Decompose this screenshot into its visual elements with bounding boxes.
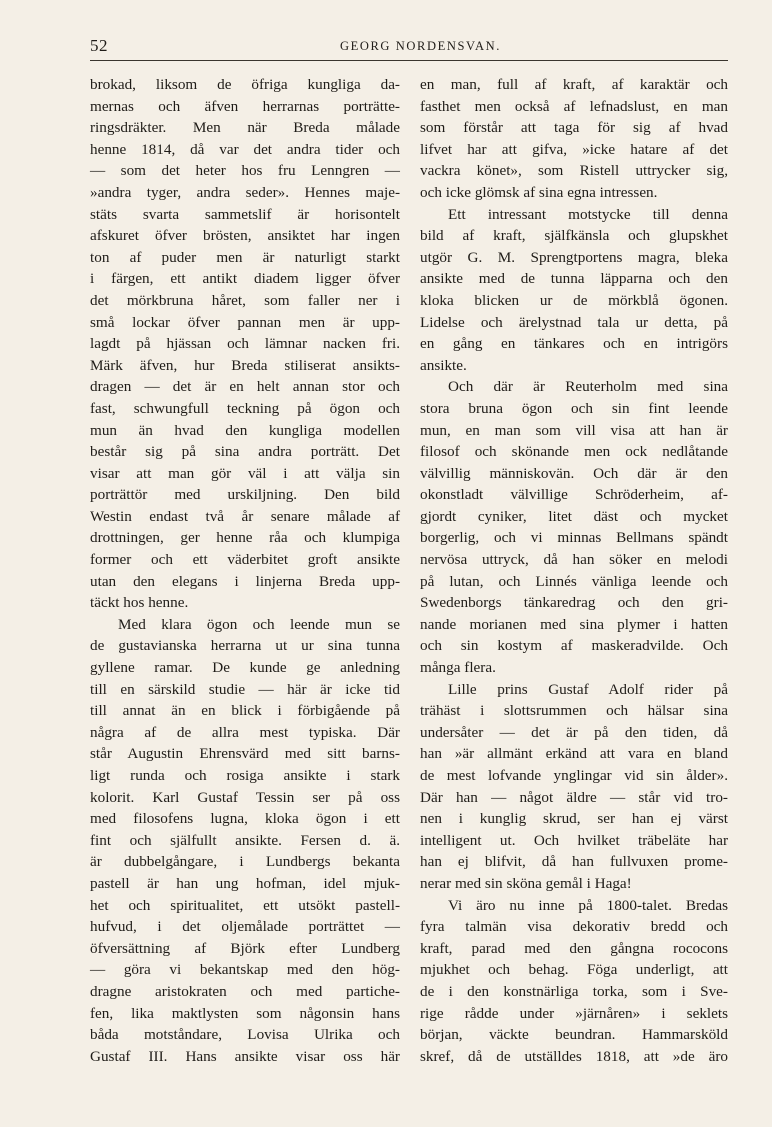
- text-line: bild af kraft, själfkänsla och glupskhet: [420, 227, 728, 245]
- text-line: gyllene ramar. De kunde ge anledning: [90, 659, 400, 677]
- text-line: fast, schwungfull teckning på ögon och: [90, 399, 400, 417]
- text-line: står Augustin Ehrensvärd med sitt barns-: [90, 745, 400, 763]
- text-line: de gustavianska herrarna ut ur sina tunna: [90, 637, 400, 655]
- text-line: nervösa uttryck, då han söker en melodi: [420, 551, 728, 569]
- text-line: och sin kostym af maskeradvilde. Och: [420, 637, 728, 655]
- text-line: »andra tyger, andra seder». Hennes maje-: [90, 183, 400, 201]
- text-line: kloka blicken ur de mörkblå ögonen.: [420, 291, 728, 309]
- text-line: ton af puder men är naturligt starkt: [90, 248, 400, 266]
- text-line: dragen — det är en helt annan stor och: [90, 378, 400, 396]
- text-line: med filosofens lugna, kloka ögon i ett: [90, 810, 400, 828]
- text-line: är dubbelgångare, i Lundbergs bekanta: [90, 853, 400, 871]
- text-line: former och ett väderbitet groft ansikte: [90, 551, 400, 569]
- text-line: vackra könet», som Ristell uttrycker sig,: [420, 162, 728, 180]
- text-line: Och där är Reuterholm med sina: [448, 378, 728, 396]
- text-line: nen i kunglig skrud, ser han ej värst: [420, 810, 728, 828]
- text-line: drottningen, ger henne råa och klumpiga: [90, 529, 400, 547]
- text-line: lagdt på hjässan och lämnar nacken fri.: [90, 335, 400, 353]
- text-line: het och spiritualitet, ett utsökt pastell-: [90, 896, 400, 914]
- text-line: rige rådde under »järnåren» i seklets: [420, 1004, 728, 1022]
- text-line: intelligent ut. Och hvilket träbeläte har: [420, 831, 728, 849]
- text-line: består sig på sina andra porträtt. Det: [90, 443, 400, 461]
- page-header: [90, 34, 728, 61]
- text-line: till annat än en blick i förbigående på: [90, 702, 400, 720]
- text-line: henne 1814, då var det andra tider och: [90, 140, 400, 158]
- text-line: nande morianen med sina plymer i hatten: [420, 615, 728, 633]
- text-line: afskuret öfver brösten, ansiktet har ingen: [90, 227, 400, 245]
- text-line: visar att man gör väl i att välja sin: [90, 464, 400, 482]
- text-line: fen, lika maktlysten som någonsin hans: [90, 1004, 400, 1022]
- text-line: fint och själfullt ansikte. Fersen d. ä.: [90, 831, 400, 849]
- text-line: ansikte med de tunna läpparna och den: [420, 270, 728, 288]
- text-line: en man, full af kraft, af karaktär och: [420, 76, 728, 93]
- text-line: några af de allra mest typiska. Där: [90, 723, 400, 741]
- text-line: porträttör med urskiljning. Den bild: [90, 486, 400, 504]
- text-line: — göra vi bekantskap med den hög-: [90, 961, 400, 979]
- text-line: utan den elegans i linjerna Breda upp-: [90, 572, 400, 590]
- text-line: Lidelse och ärelystnad tala ur detta, på: [420, 313, 728, 331]
- text-line: han ej blifvit, då han fullvuxen prome-: [420, 853, 728, 871]
- text-line: gjordt cyniker, litet däst och mycket: [420, 507, 728, 525]
- text-line: som förstår att taga för sig af hvad: [420, 119, 728, 137]
- text-line: ligt runda och rosiga ansikte i stark: [90, 767, 400, 784]
- text-line: kraft, parad med den gångna rococons: [420, 939, 728, 957]
- text-line: pastell är han ung hofman, idel mjuk-: [90, 874, 400, 892]
- text-line: mun än hvad den kungliga modellen: [90, 421, 400, 439]
- text-line: fyra talmän visa dekorativ bredd och: [420, 918, 728, 936]
- text-line: brokad, liksom de öfriga kungliga da-: [90, 76, 400, 93]
- text-line: på lutan, och Linnés vänliga leende och: [420, 572, 728, 590]
- text-line: båda motståndare, Lovisa Ulrika och: [90, 1026, 400, 1044]
- text-line: dragne aristokraten och med partiche-: [90, 982, 400, 1000]
- text-line: Lille prins Gustaf Adolf rider på: [448, 680, 728, 698]
- text-line: täckt hos henne.: [90, 594, 189, 612]
- text-line: till en särskild studie — här är icke tid: [90, 680, 400, 698]
- text-line: de i den konstnärliga torka, som i Sve-: [420, 982, 728, 1000]
- text-line: nerar med sin sköna gemål i Haga!: [420, 874, 632, 892]
- text-line: Westin endast två år senare målade af: [90, 507, 400, 525]
- text-line: öfversättning af Björk efter Lundberg: [90, 939, 400, 957]
- text-line: skref, då de utställdes 1818, att »de äro: [420, 1047, 728, 1065]
- left-text-column: [90, 74, 400, 1067]
- text-line: utgör G. M. Sprengtportens magra, bleka: [420, 248, 728, 266]
- text-line: lifvet har att gifva, »icke hatare af det: [420, 140, 728, 158]
- text-line: fasthet men också af lefnadslust, en man: [420, 97, 728, 115]
- text-line: borgerlig, och vi minnas Bellmans spändt: [420, 529, 728, 547]
- text-line: välvillig människovän. Och där är den: [420, 464, 728, 482]
- text-line: de mest lofvande ynglingar vid sin ålder».: [420, 767, 728, 784]
- text-line: Märk äfven, hur Breda stiliserat ansikts-: [90, 356, 400, 374]
- text-line: filosof och skönande men ock nedlåtande: [420, 443, 728, 461]
- right-text-column: [420, 74, 728, 1067]
- text-line: stäts svarta sammetslif är horisontelt: [90, 205, 400, 223]
- text-line: ringsdräkter. Men när Breda målade: [90, 119, 400, 137]
- page-number: 52: [90, 36, 108, 55]
- text-line: ansikte.: [420, 356, 467, 374]
- text-line: han »är allmänt erkänd att vara en bland: [420, 745, 728, 763]
- text-line: okonstladt välvillige Schröderheim, af-: [420, 486, 728, 504]
- text-line: mun, en man som vill visa att han är: [420, 421, 728, 439]
- text-line: det mörkbruna håret, som faller ner i: [90, 291, 400, 309]
- text-line: trähäst i slottsrummen och hälsar sina: [420, 702, 728, 720]
- text-line: Vi äro nu inne på 1800-talet. Bredas: [448, 896, 728, 914]
- text-line: Swedenborgs tänkaredrag och den gri-: [420, 594, 728, 612]
- text-line: stora bruna ögon och sin fint leende: [420, 399, 728, 417]
- text-line: mjukhet och behag. Föga underligt, att: [420, 961, 728, 979]
- text-line: kolorit. Karl Gustaf Tessin ser på oss: [90, 788, 400, 806]
- text-line: Ett intressant motstycke till denna: [448, 205, 728, 223]
- text-line: — som det heter hos fru Lenngren —: [90, 162, 400, 180]
- text-line: Där han — något äldre — står vid tro-: [420, 788, 728, 806]
- text-line: många flera.: [420, 659, 496, 677]
- text-line: Med klara ögon och leende mun se: [118, 615, 400, 633]
- text-line: undersåter — det är på den tiden, då: [420, 723, 728, 741]
- running-head: GEORG NORDENSVAN.: [340, 39, 502, 53]
- text-line: och icke glömsk af sina egna intressen.: [420, 183, 658, 201]
- text-line: en gång en tänkares och en intrigörs: [420, 335, 728, 353]
- text-line: Gustaf III. Hans ansikte visar oss här: [90, 1047, 400, 1065]
- text-line: små lockar öfver pannan men är upp-: [90, 313, 400, 331]
- text-line: början, väckte beundran. Hammarsköld: [420, 1026, 728, 1044]
- text-line: i färgen, ett antikt diadem ligger öfver: [90, 270, 400, 288]
- text-line: mernas och äfven herrarnas porträtte-: [90, 97, 400, 115]
- text-line: hufvud, i det oljemålade porträttet —: [90, 918, 400, 936]
